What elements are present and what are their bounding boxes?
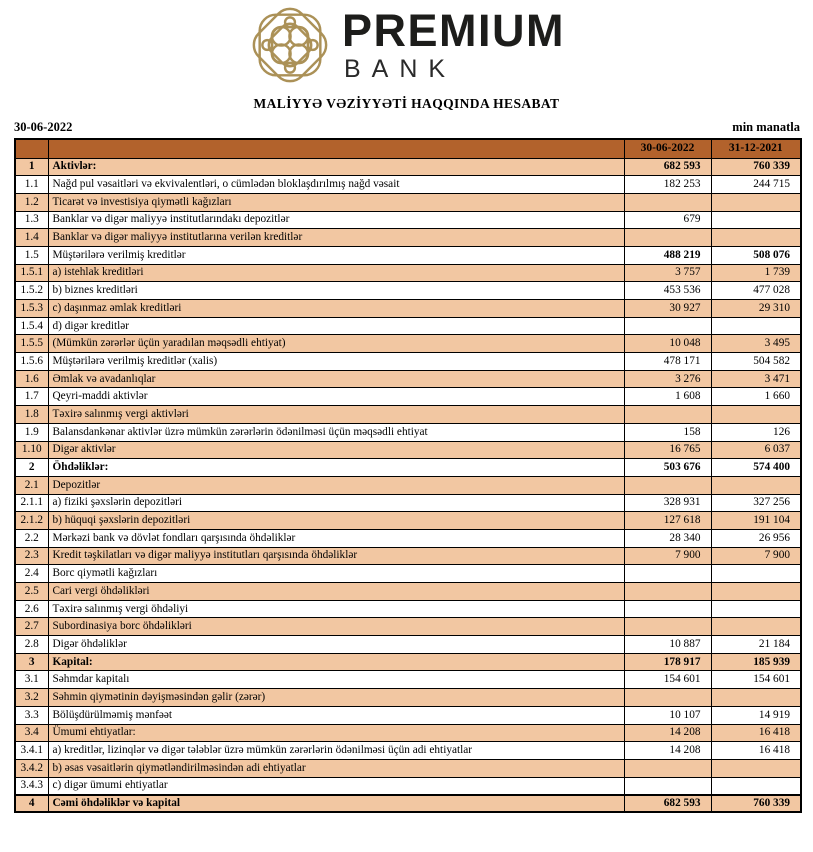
table-row — [15, 494, 801, 512]
row-label-cell: b) biznes kreditləri — [48, 282, 624, 300]
row-label-cell: Borc qiymətli kağızları — [48, 565, 624, 583]
row-value-cell-current — [624, 759, 711, 777]
row-number-cell: 1.5.2 — [15, 282, 48, 300]
row-value-cell-prior — [711, 759, 801, 777]
row-value-cell-current: 30 927 — [624, 300, 711, 318]
table-header-row — [15, 139, 801, 158]
row-number-cell: 2 — [15, 459, 48, 477]
row-value-cell-current: 127 618 — [624, 512, 711, 530]
row-value-cell-prior: 7 900 — [711, 547, 801, 565]
table-row — [15, 282, 801, 300]
table-row — [15, 388, 801, 406]
row-label-cell: Bölüşdürülməmiş mənfəət — [48, 706, 624, 724]
row-number-cell: 2.1 — [15, 476, 48, 494]
row-number-cell: 2.5 — [15, 583, 48, 601]
row-value-cell-current: 682 593 — [624, 158, 711, 176]
row-label-cell: c) digər ümumi ehtiyatlar — [48, 777, 624, 795]
row-label-cell: a) istehlak kreditləri — [48, 264, 624, 282]
column-header-date-current: 30-06-2022 — [624, 139, 711, 158]
report-title: MALİYYƏ VƏZİYYƏTİ HAQQINDA HESABAT — [253, 96, 560, 111]
table-row — [15, 193, 801, 211]
row-label-cell: Ümumi ehtiyatlar: — [48, 724, 624, 742]
row-number-cell: 1.8 — [15, 406, 48, 424]
row-value-cell-current: 3 276 — [624, 370, 711, 388]
row-value-cell-prior: 21 184 — [711, 636, 801, 654]
row-label-cell: Aktivlər: — [48, 158, 624, 176]
row-value-cell-current: 488 219 — [624, 246, 711, 264]
row-number-cell: 1.9 — [15, 423, 48, 441]
row-value-cell-prior: 29 310 — [711, 300, 801, 318]
row-number-cell: 1.1 — [15, 176, 48, 194]
row-value-cell-prior — [711, 317, 801, 335]
row-label-cell: Nağd pul vəsaitləri və ekvivalentləri, o cümlədən bloklaşdırılmış nağd vəsait — [48, 176, 624, 194]
row-label-cell: Mərkəzi bank və dövlət fondları qarşısında öhdəliklər — [48, 529, 624, 547]
table-row — [15, 795, 801, 813]
row-value-cell-current: 328 931 — [624, 494, 711, 512]
row-value-cell-prior: 574 400 — [711, 459, 801, 477]
row-value-cell-current — [624, 618, 711, 636]
table-row — [15, 671, 801, 689]
row-value-cell-current — [624, 600, 711, 618]
row-value-cell-current: 10 107 — [624, 706, 711, 724]
row-number-cell: 1.5.1 — [15, 264, 48, 282]
table-row — [15, 476, 801, 494]
row-number-cell: 2.1.2 — [15, 512, 48, 530]
row-number-cell: 1.2 — [15, 193, 48, 211]
report-date: 30-06-2022 — [14, 120, 73, 134]
row-number-cell: 3.2 — [15, 689, 48, 707]
row-label-cell: Müştərilərə verilmiş kreditlər (xalis) — [48, 353, 624, 371]
row-label-cell: Balansdankənar aktivlər üzrə mümkün zərərlərin ödənilməsi üçün məqsədli ehtiyat — [48, 423, 624, 441]
row-number-cell: 3 — [15, 653, 48, 671]
row-value-cell-current: 1 608 — [624, 388, 711, 406]
table-row — [15, 583, 801, 601]
row-value-cell-prior: 26 956 — [711, 529, 801, 547]
row-number-cell: 2.6 — [15, 600, 48, 618]
table-row — [15, 211, 801, 229]
row-number-cell: 1.5 — [15, 246, 48, 264]
row-label-cell: a) fiziki şəxslərin depozitləri — [48, 494, 624, 512]
row-value-cell-prior: 760 339 — [711, 795, 801, 813]
row-value-cell-current: 14 208 — [624, 742, 711, 760]
row-number-cell: 3.1 — [15, 671, 48, 689]
financial-table-body — [15, 158, 801, 812]
meta-row — [14, 120, 800, 135]
row-number-cell: 1.10 — [15, 441, 48, 459]
row-value-cell-prior — [711, 583, 801, 601]
row-number-cell: 3.4 — [15, 724, 48, 742]
row-value-cell-current — [624, 406, 711, 424]
row-label-cell: Ticarət və investisiya qiymətli kağızları — [48, 193, 624, 211]
row-value-cell-prior — [711, 777, 801, 795]
table-row — [15, 600, 801, 618]
unit-label: min manatla — [732, 120, 800, 134]
row-number-cell: 1 — [15, 158, 48, 176]
table-row — [15, 689, 801, 707]
table-row — [15, 158, 801, 176]
row-value-cell-prior: 126 — [711, 423, 801, 441]
row-number-cell: 4 — [15, 795, 48, 813]
table-row — [15, 353, 801, 371]
table-row — [15, 565, 801, 583]
row-value-cell-current — [624, 777, 711, 795]
row-label-cell: b) əsas vəsaitlərin qiymətləndirilməsindən adi ehtiyatlar — [48, 759, 624, 777]
row-value-cell-current — [624, 476, 711, 494]
column-header-date-prior: 31-12-2021 — [711, 139, 801, 158]
row-value-cell-current — [624, 689, 711, 707]
row-number-cell: 3.4.1 — [15, 742, 48, 760]
row-value-cell-prior — [711, 229, 801, 247]
row-value-cell-current — [624, 583, 711, 601]
row-value-cell-prior — [711, 618, 801, 636]
row-value-cell-prior — [711, 211, 801, 229]
row-value-cell-current: 453 536 — [624, 282, 711, 300]
row-number-cell: 2.2 — [15, 529, 48, 547]
celtic-knot-icon — [248, 3, 332, 87]
table-row — [15, 529, 801, 547]
row-value-cell-current — [624, 193, 711, 211]
row-value-cell-current: 178 917 — [624, 653, 711, 671]
row-value-cell-current: 503 676 — [624, 459, 711, 477]
row-value-cell-current: 679 — [624, 211, 711, 229]
row-number-cell: 2.7 — [15, 618, 48, 636]
row-label-cell: a) kreditlər, lizinqlər və digər tələblər üzrə mümkün zərərlərin ödənilməsi üçün adi ehtiyatlar — [48, 742, 624, 760]
row-label-cell: Öhdəliklər: — [48, 459, 624, 477]
row-value-cell-prior — [711, 600, 801, 618]
row-value-cell-current: 16 765 — [624, 441, 711, 459]
table-row — [15, 653, 801, 671]
row-number-cell: 1.7 — [15, 388, 48, 406]
row-label-cell: Cəmi öhdəliklər və kapital — [48, 795, 624, 813]
row-value-cell-current: 682 593 — [624, 795, 711, 813]
table-row — [15, 706, 801, 724]
row-value-cell-prior: 1 739 — [711, 264, 801, 282]
row-value-cell-current — [624, 565, 711, 583]
row-value-cell-prior: 1 660 — [711, 388, 801, 406]
row-value-cell-prior: 14 919 — [711, 706, 801, 724]
table-row — [15, 300, 801, 318]
row-value-cell-prior — [711, 476, 801, 494]
row-label-cell: Təxirə salınmış vergi aktivləri — [48, 406, 624, 424]
row-number-cell: 1.6 — [15, 370, 48, 388]
table-row — [15, 229, 801, 247]
table-row — [15, 459, 801, 477]
row-value-cell-prior — [711, 689, 801, 707]
row-value-cell-current — [624, 229, 711, 247]
bank-logo — [0, 0, 813, 88]
table-row — [15, 406, 801, 424]
row-label-cell: Qeyri-maddi aktivlər — [48, 388, 624, 406]
brand-name: PREMIUM — [342, 5, 565, 56]
row-value-cell-prior: 191 104 — [711, 512, 801, 530]
row-value-cell-prior — [711, 565, 801, 583]
table-row — [15, 759, 801, 777]
financial-position-table — [14, 138, 802, 813]
row-label-cell: Müştərilərə verilmiş kreditlər — [48, 246, 624, 264]
row-value-cell-current: 3 757 — [624, 264, 711, 282]
brand-text — [342, 5, 565, 83]
row-value-cell-prior: 3 495 — [711, 335, 801, 353]
brand-subtitle: BANK — [344, 55, 457, 83]
row-value-cell-prior: 185 939 — [711, 653, 801, 671]
row-number-cell: 1.4 — [15, 229, 48, 247]
row-label-cell: Təxirə salınmış vergi öhdəliyi — [48, 600, 624, 618]
row-number-cell: 3.4.3 — [15, 777, 48, 795]
row-number-cell: 2.4 — [15, 565, 48, 583]
row-value-cell-current — [624, 317, 711, 335]
row-number-cell: 2.1.1 — [15, 494, 48, 512]
table-row — [15, 547, 801, 565]
row-value-cell-current: 182 253 — [624, 176, 711, 194]
row-value-cell-prior: 508 076 — [711, 246, 801, 264]
row-number-cell: 1.5.3 — [15, 300, 48, 318]
row-label-cell: Cari vergi öhdəlikləri — [48, 583, 624, 601]
table-row — [15, 264, 801, 282]
row-number-cell: 1.3 — [15, 211, 48, 229]
row-number-cell: 2.3 — [15, 547, 48, 565]
table-row — [15, 246, 801, 264]
row-value-cell-prior: 3 471 — [711, 370, 801, 388]
row-value-cell-current: 28 340 — [624, 529, 711, 547]
table-row — [15, 512, 801, 530]
row-number-cell: 2.8 — [15, 636, 48, 654]
table-row — [15, 176, 801, 194]
row-label-cell: Depozitlər — [48, 476, 624, 494]
header-number-cell — [15, 139, 48, 158]
table-row — [15, 423, 801, 441]
row-number-cell: 3.3 — [15, 706, 48, 724]
row-value-cell-current: 10 887 — [624, 636, 711, 654]
row-label-cell: Səhmin qiymətinin dəyişməsindən gəlir (zərər) — [48, 689, 624, 707]
row-number-cell: 3.4.2 — [15, 759, 48, 777]
row-label-cell: Səhmdar kapitalı — [48, 671, 624, 689]
row-label-cell: Kapital: — [48, 653, 624, 671]
row-label-cell: c) daşınmaz əmlak kreditləri — [48, 300, 624, 318]
row-value-cell-prior — [711, 406, 801, 424]
row-value-cell-prior — [711, 193, 801, 211]
row-label-cell: (Mümkün zərərlər üçün yaradılan məqsədli ehtiyat) — [48, 335, 624, 353]
row-label-cell: d) digər kreditlər — [48, 317, 624, 335]
row-number-cell: 1.5.6 — [15, 353, 48, 371]
table-row — [15, 370, 801, 388]
row-value-cell-prior: 16 418 — [711, 742, 801, 760]
row-value-cell-current: 158 — [624, 423, 711, 441]
table-row — [15, 724, 801, 742]
row-value-cell-current: 14 208 — [624, 724, 711, 742]
row-label-cell: Banklar və digər maliyyə institutlarına verilən kreditlər — [48, 229, 624, 247]
table-row — [15, 441, 801, 459]
row-label-cell: Kredit təşkilatları və digər maliyyə institutları qarşısında öhdəliklər — [48, 547, 624, 565]
row-label-cell: Subordinasiya borc öhdəlikləri — [48, 618, 624, 636]
row-value-cell-prior: 6 037 — [711, 441, 801, 459]
table-row — [15, 618, 801, 636]
table-row — [15, 636, 801, 654]
row-value-cell-prior: 477 028 — [711, 282, 801, 300]
row-value-cell-current: 478 171 — [624, 353, 711, 371]
row-value-cell-current: 7 900 — [624, 547, 711, 565]
row-label-cell: Banklar və digər maliyyə institutlarındakı depozitlər — [48, 211, 624, 229]
row-value-cell-prior: 244 715 — [711, 176, 801, 194]
row-number-cell: 1.5.4 — [15, 317, 48, 335]
table-row — [15, 335, 801, 353]
row-value-cell-prior: 327 256 — [711, 494, 801, 512]
row-value-cell-prior: 154 601 — [711, 671, 801, 689]
row-label-cell: Digər aktivlər — [48, 441, 624, 459]
table-row — [15, 777, 801, 795]
row-label-cell: b) hüquqi şəxslərin depozitləri — [48, 512, 624, 530]
table-row — [15, 742, 801, 760]
row-value-cell-current: 10 048 — [624, 335, 711, 353]
row-number-cell: 1.5.5 — [15, 335, 48, 353]
row-value-cell-prior: 760 339 — [711, 158, 801, 176]
row-label-cell: Digər öhdəliklər — [48, 636, 624, 654]
row-label-cell: Əmlak və avadanlıqlar — [48, 370, 624, 388]
row-value-cell-prior: 504 582 — [711, 353, 801, 371]
table-row — [15, 317, 801, 335]
row-value-cell-prior: 16 418 — [711, 724, 801, 742]
header-label-cell — [48, 139, 624, 158]
row-value-cell-current: 154 601 — [624, 671, 711, 689]
